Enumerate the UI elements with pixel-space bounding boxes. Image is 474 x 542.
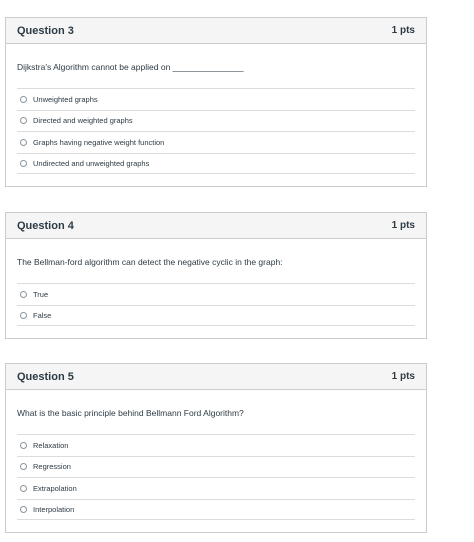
answer-option[interactable] — [17, 110, 415, 132]
radio-button[interactable] — [20, 463, 27, 470]
answer-option[interactable] — [17, 456, 415, 478]
question-title: Question 4 — [17, 219, 74, 232]
question-text: The Bellman-ford algorithm can detect the negative cyclic in the graph: — [17, 257, 283, 267]
answer-label: Regression — [33, 462, 71, 472]
radio-button[interactable] — [20, 96, 27, 103]
answer-label: Unweighted graphs — [33, 94, 98, 104]
question-points: 1 pts — [391, 25, 415, 36]
answer-list — [17, 283, 415, 326]
radio-button[interactable] — [20, 506, 27, 513]
radio-button[interactable] — [20, 117, 27, 124]
radio-button[interactable] — [20, 160, 27, 167]
answer-label: Relaxation — [33, 440, 69, 450]
question-title: Question 5 — [17, 370, 74, 383]
answer-label: Graphs having negative weight function — [33, 137, 165, 147]
radio-button[interactable] — [20, 485, 27, 492]
answer-option[interactable] — [17, 499, 415, 521]
answer-option[interactable] — [17, 131, 415, 153]
answer-option[interactable] — [17, 153, 415, 175]
answer-option[interactable] — [17, 88, 415, 110]
answer-label: Directed and weighted graphs — [33, 116, 133, 126]
radio-button[interactable] — [20, 442, 27, 449]
question-text: Dijkstra's Algorithm cannot be applied on _______________ — [17, 62, 244, 72]
answer-label: Extrapolation — [33, 483, 77, 493]
question-points: 1 pts — [391, 371, 415, 382]
radio-button[interactable] — [20, 312, 27, 319]
answer-option[interactable] — [17, 305, 415, 327]
question-points: 1 pts — [391, 220, 415, 231]
question-text: What is the basic principle behind Bellmann Ford Algorithm? — [17, 408, 244, 418]
question-card — [5, 212, 427, 339]
question-card — [5, 363, 427, 533]
answer-option[interactable] — [17, 283, 415, 305]
answer-label: Undirected and unweighted graphs — [33, 158, 150, 168]
question-card — [5, 17, 427, 187]
answer-list — [17, 88, 415, 174]
question-header — [6, 18, 426, 44]
answer-label: False — [33, 310, 52, 320]
question-header — [6, 364, 426, 390]
radio-button[interactable] — [20, 291, 27, 298]
answer-option[interactable] — [17, 434, 415, 456]
question-header — [6, 213, 426, 239]
answer-option[interactable] — [17, 477, 415, 499]
answer-label: True — [33, 289, 49, 299]
question-title: Question 3 — [17, 24, 74, 37]
answer-label: Interpolation — [33, 504, 75, 514]
answer-list — [17, 434, 415, 520]
radio-button[interactable] — [20, 139, 27, 146]
